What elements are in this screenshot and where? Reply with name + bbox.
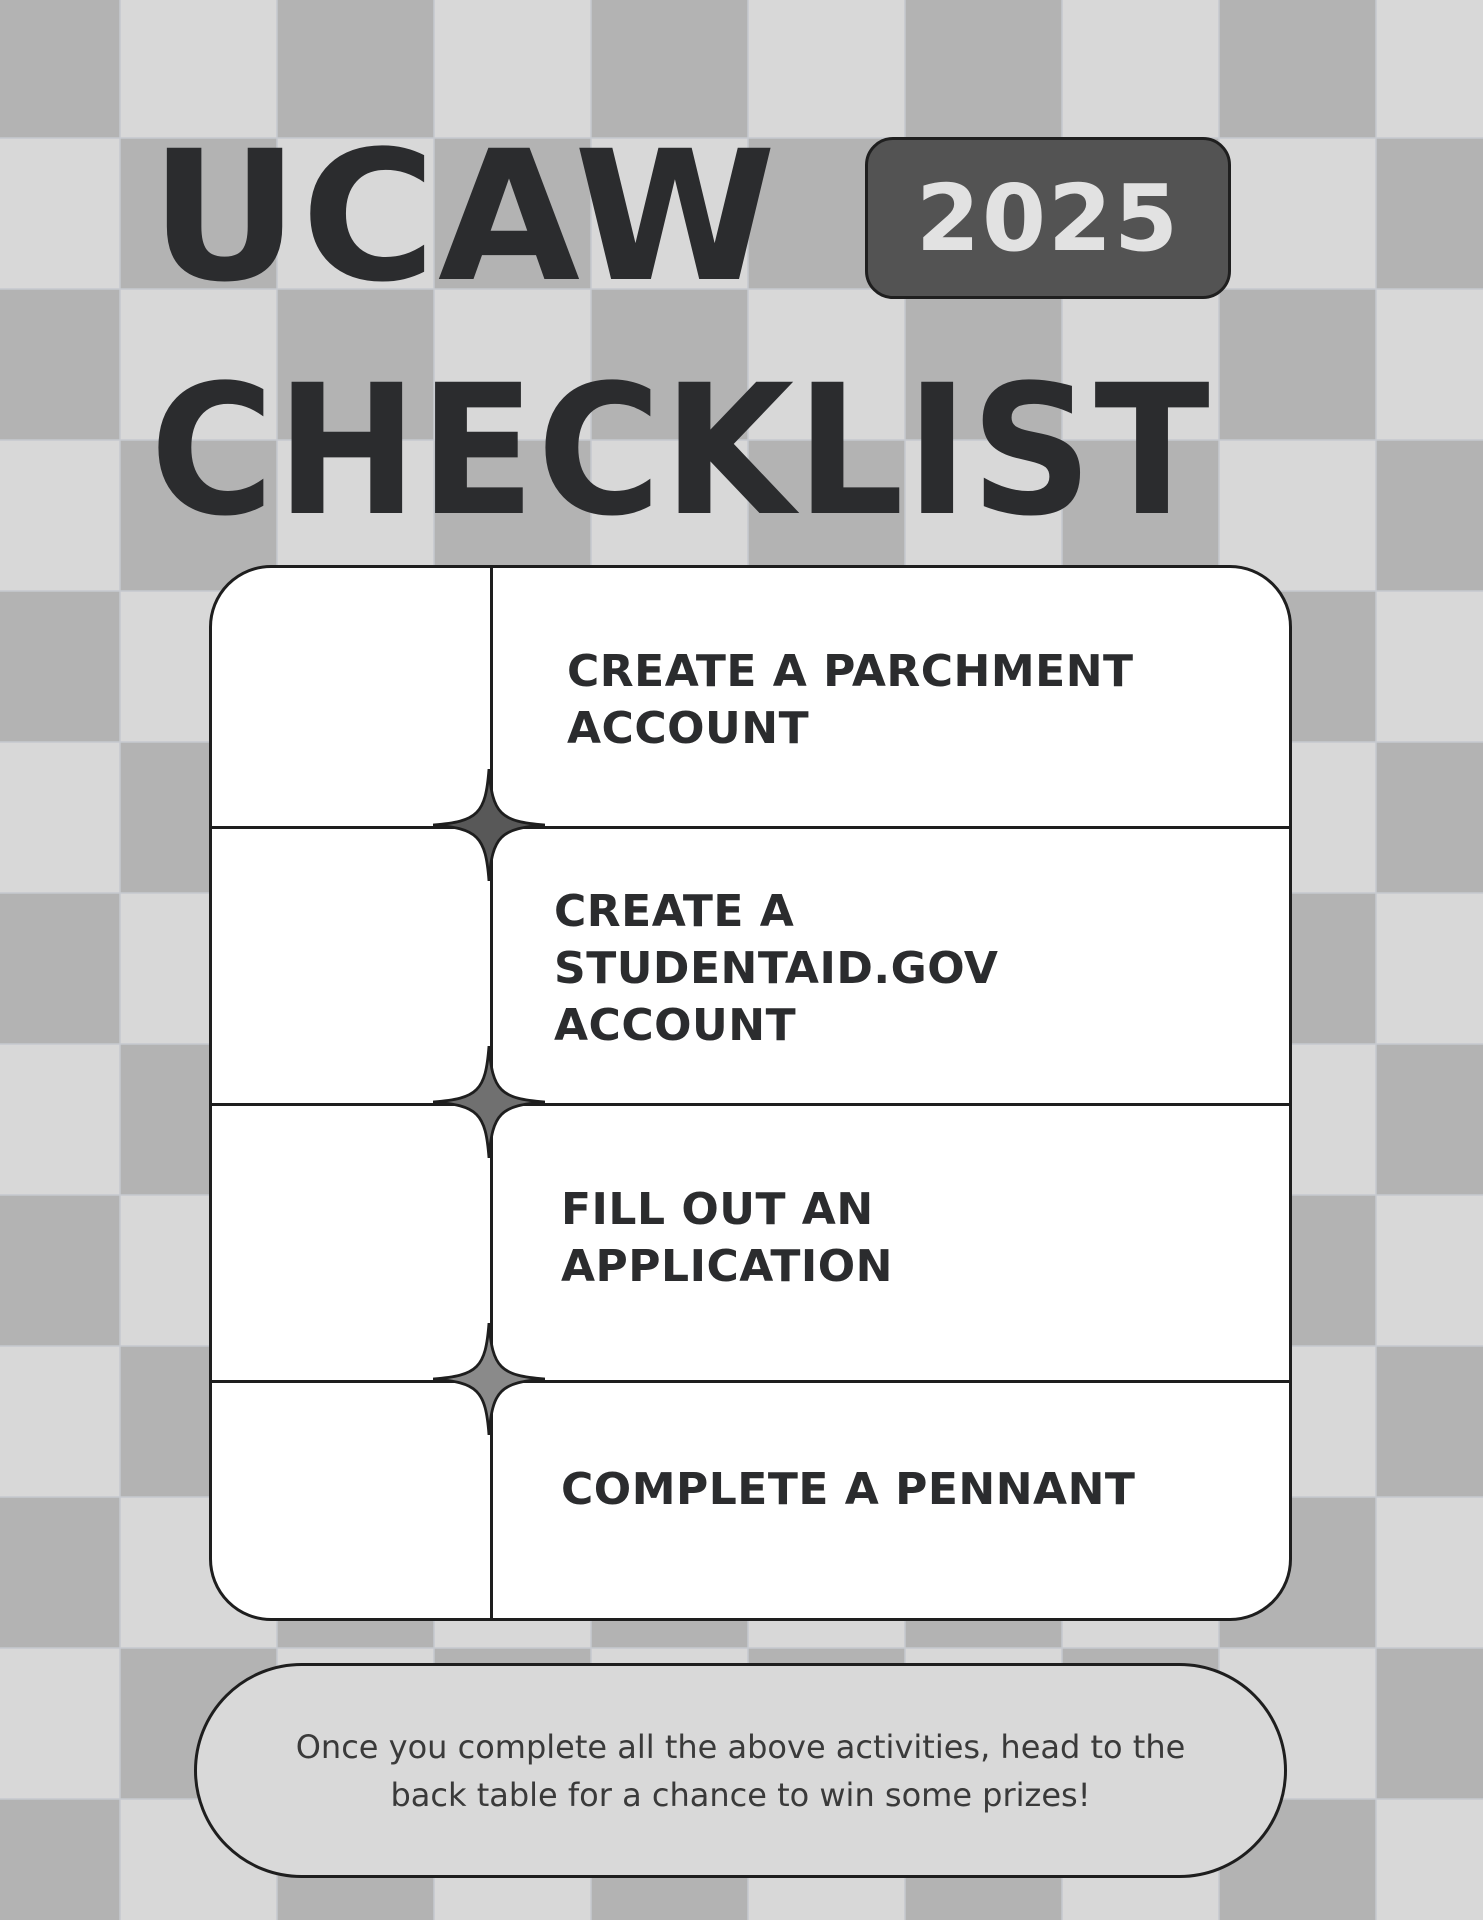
sparkle-icon [433,769,545,881]
checklist-item-3: FILL OUT AN APPLICATION [561,1184,893,1293]
footer-note [194,1663,1287,1878]
year-text: 2025 [915,164,1181,272]
sparkle-icon [433,1323,545,1435]
title-line-2: CHECKLIST [150,347,1212,556]
sparkle-icon [433,1046,545,1158]
footer-message: Once you complete all the above activities, head to the back table for a chance to win some prizes! [295,1727,1186,1814]
checklist-card [209,565,1292,1621]
checklist-item-1: CREATE A PARCHMENT ACCOUNT [567,646,1134,755]
year-badge [865,137,1231,299]
checklist-item-4: COMPLETE A PENNANT [561,1464,1136,1515]
title-line-1: UCAW [150,113,779,322]
checklist-item-2: CREATE A STUDENTAID.GOV ACCOUNT [554,886,999,1052]
